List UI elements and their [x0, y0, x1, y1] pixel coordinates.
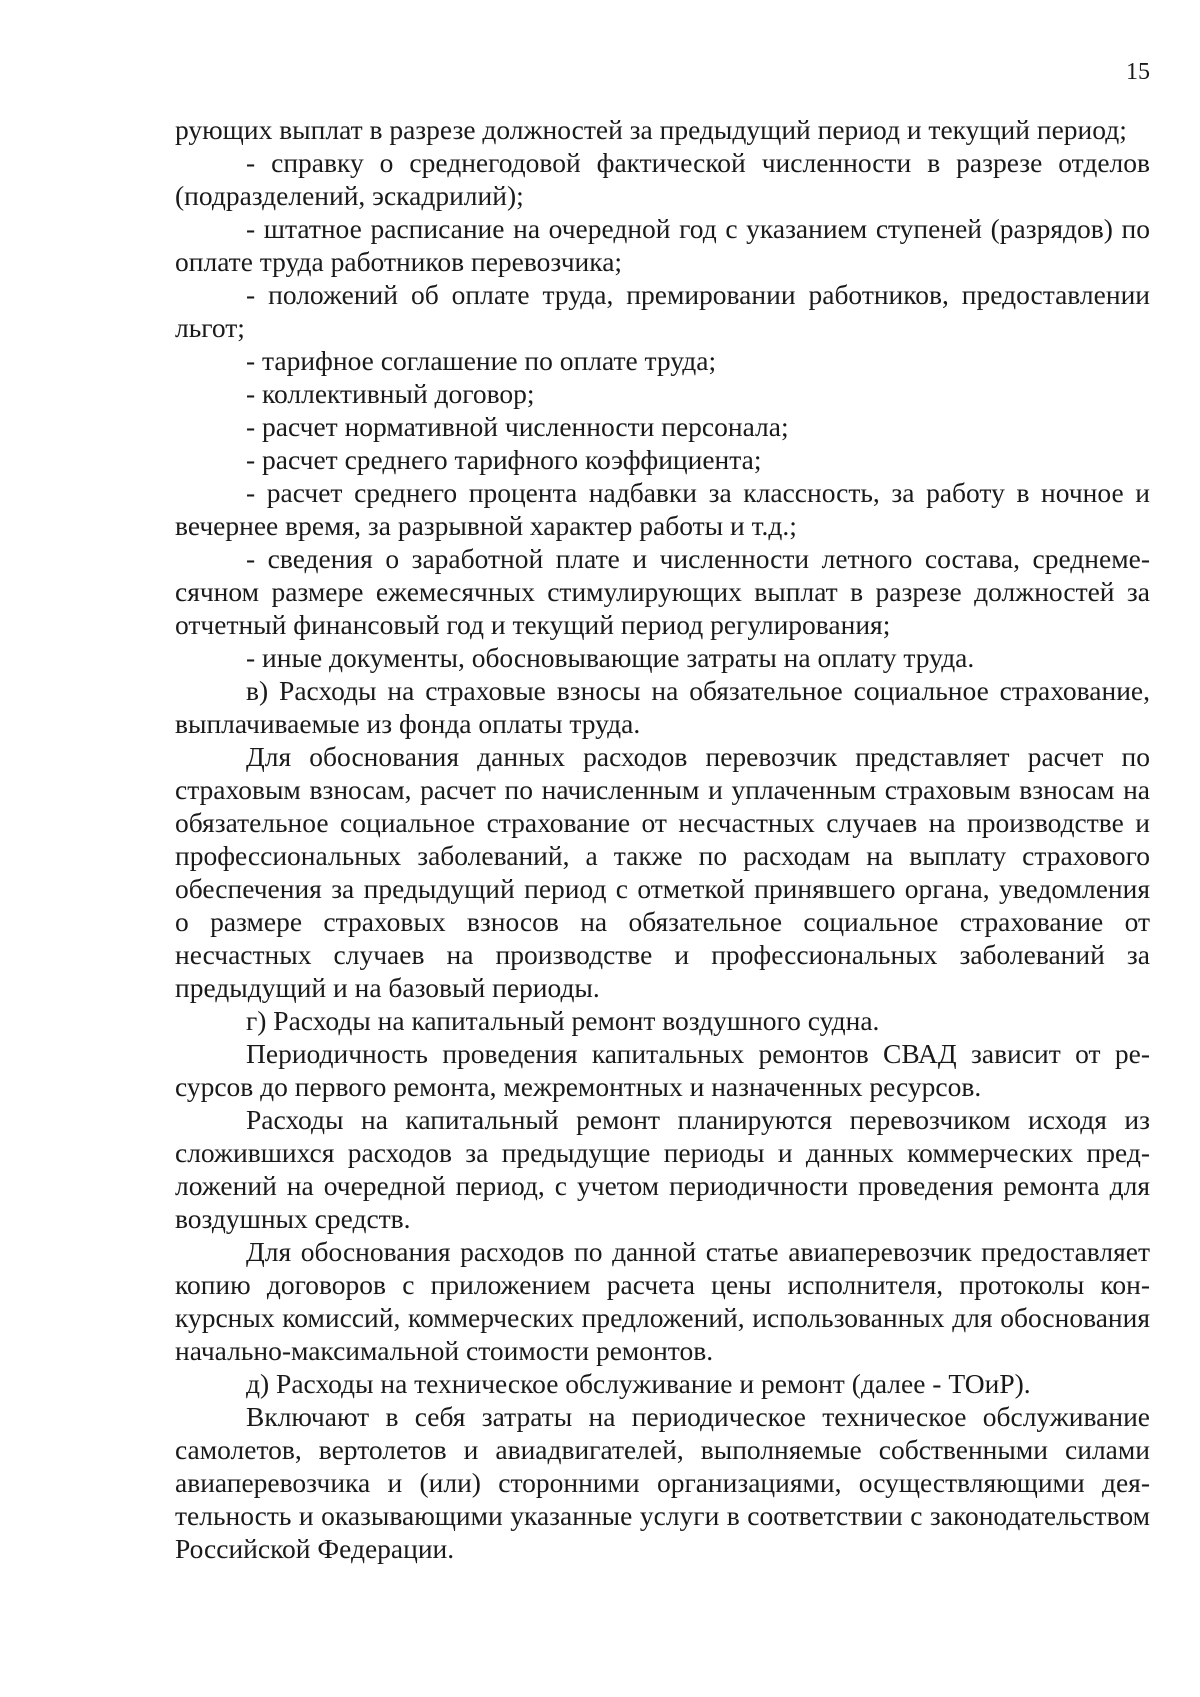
paragraph-maintenance-scope: Включают в себя затраты на периодическое техническое обслуживание самолетов, вертолетов и авиадвигателей, выполняемые собственными силами авиаперевозчика и (или) сторонними организациями, осуществляющими деятельность и оказывающими указанные услуги в соответствии с законодательством Российской Федерации. [175, 1401, 1150, 1564]
list-item-flight-crew-pay: - сведения о заработной плате и численности летного состава, среднемесячном размере ежемесячных стимулирующих выплат в разрезе должностей за отчетный финансовый год и текущий период регулирования; [175, 543, 1150, 640]
list-item-average-headcount: - справку о среднегодовой фактической численности в разрезе отделов (подразделений, эскадрилий); [175, 147, 1150, 211]
paragraph-overhaul-planning: Расходы на капитальный ремонт планируются перевозчиком исходя из сложившихся расходов за предыдущие периоды и данных коммерческих предложений на очередной период, с учетом периодичности проведения ремонта для воздушных средств. [175, 1104, 1150, 1234]
paragraph-insurance-justification: Для обоснования данных расходов перевозчик представляет расчет по страховым взносам, расчет по начисленным и уплаченным страховым взносам на обязательное социальное страхование от несчастных случаев на производстве и профессиональных заболеваний, а также по расходам на выплату страхового обеспечения за предыдущий период с отметкой принявшего органа, уведомления о размере страховых взносов на обязательное социальное страхование от несчастных случаев на производстве и профессиональных заболеваний за предыдущий и на базовый периоды. [175, 741, 1150, 1003]
list-item-other-documents: - иные документы, обосновывающие затраты на оплату труда. [246, 642, 975, 673]
section-heading-insurance: в) Расходы на страховые взносы на обязательное социальное страхование, выплачиваемые из фонда оплаты труда. [175, 675, 1150, 739]
paragraph-overhaul-periodicity: Периодичность проведения капитальных ремонтов СВАД зависит от ресурсов до первого ремонта, межремонтных и назначенных ресурсов. [175, 1038, 1150, 1102]
paragraph-continuation: рующих выплат в разрезе должностей за предыдущий период и текущий период; [175, 114, 1127, 145]
list-item-pay-regulations: - положений об оплате труда, премировании работников, предоставлении льгот; [175, 279, 1150, 343]
list-item-staff-norm-calc: - расчет нормативной численности персонала; [246, 411, 789, 442]
document-body [175, 113, 1150, 1565]
list-item-tariff-agreement: - тарифное соглашение по оплате труда; [246, 345, 717, 376]
page-number: 15 [1126, 59, 1150, 85]
list-item-bonus-percent-calc: - расчет среднего процента надбавки за классность, за работу в ночное и вечернее время, за разрывной характер работы и т.д.; [175, 477, 1150, 541]
paragraph-overhaul-justification: Для обоснования расходов по данной статье авиаперевозчик предоставляет копию договоров с приложением расчета цены исполнителя, протоколы конкурсных комиссий, коммерческих предложений, использованных для обоснования начально-максимальной стоимости ремонтов. [175, 1236, 1150, 1366]
section-heading-overhaul: г) Расходы на капитальный ремонт воздушного судна. [246, 1005, 880, 1036]
list-item-staff-schedule: - штатное расписание на очередной год с указанием ступеней (разрядов) по оплате труда работников перевозчика; [175, 213, 1150, 277]
list-item-collective-agreement: - коллективный договор; [246, 378, 535, 409]
section-heading-maintenance: д) Расходы на техническое обслуживание и ремонт (далее - ТОиР). [246, 1368, 1031, 1399]
list-item-tariff-coefficient-calc: - расчет среднего тарифного коэффициента; [246, 444, 762, 475]
